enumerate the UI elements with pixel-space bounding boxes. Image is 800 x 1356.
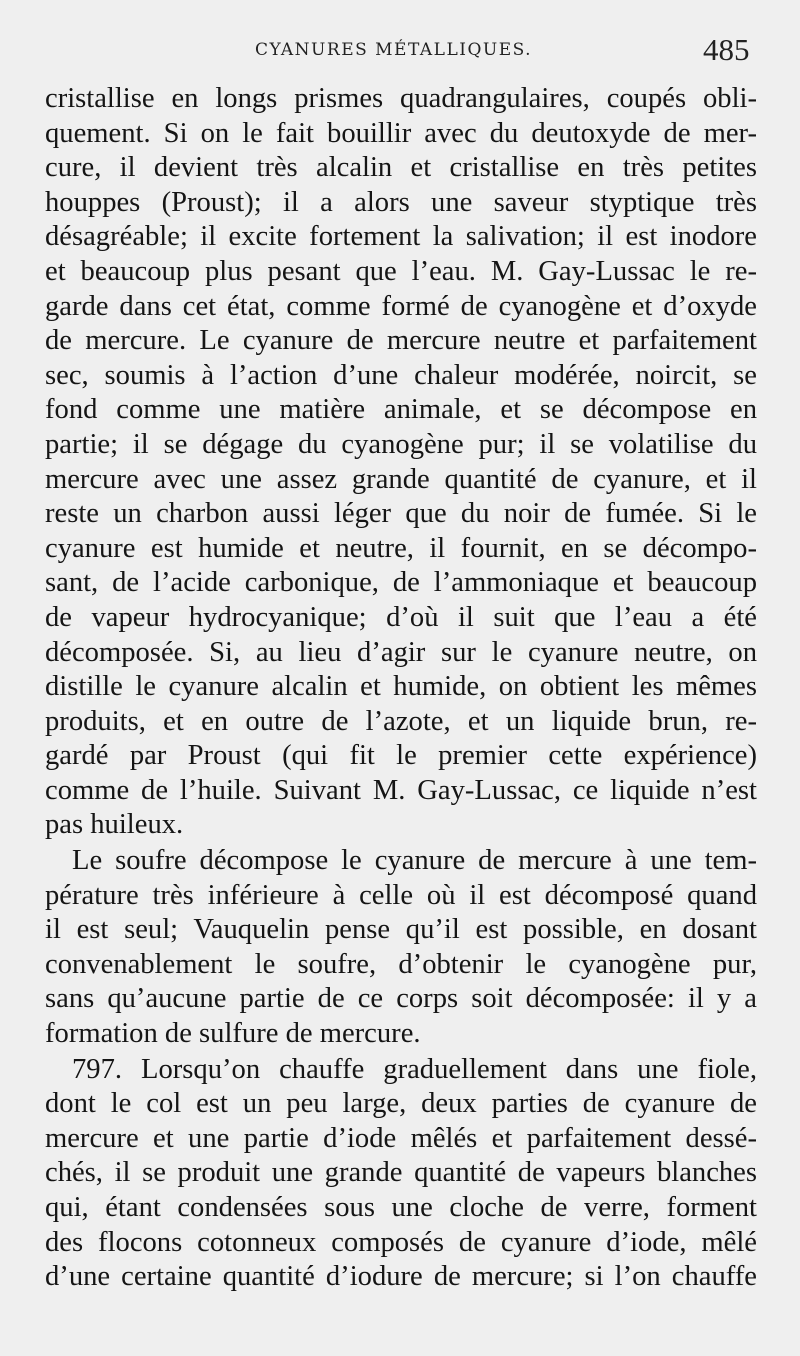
paragraph (45, 844, 757, 1052)
text-line: qui, étant condensées sous une cloche de verre, forment (45, 1192, 757, 1223)
text-line: 797. Lorsqu’on chauffe graduellement dans une fiole, (72, 1053, 757, 1085)
text-line: de vapeur hydrocyanique; d’où il suit que l’eau a été (45, 601, 757, 633)
text-line: gardé par Proust (qui fit le premier cette expérience) (45, 740, 757, 772)
text-line: produits, et en outre de l’azote, et un liquide brun, re- (45, 705, 757, 737)
text-line: convenablement le soufre, d’obtenir le cyanogène pur, (45, 948, 757, 980)
text-line: Le soufre décompose le cyanure de mercure à une tem- (72, 845, 757, 877)
text-line: des flocons cotonneux composés de cyanure d’iode, mêlé (45, 1226, 757, 1258)
text-line: cure, il devient très alcalin et cristallise en très petites (45, 152, 757, 184)
text-line: chés, il se produit une grande quantité de vapeurs blanches (45, 1157, 757, 1189)
text-line: cyanure est humide et neutre, il fournit, en se décompo- (45, 532, 757, 564)
text-line: d’une certaine quantité d’iodure de mercure; si l’on chauffe (45, 1261, 757, 1293)
text-line: fond comme une matière animale, et se décompose en (45, 394, 757, 426)
text-line: distille le cyanure alcalin et humide, on obtient les mêmes (45, 671, 757, 703)
text-line: reste un charbon aussi léger que du noir de fumée. Si le (45, 498, 757, 530)
text-line: houppes (Proust); il a alors une saveur styptique très (45, 186, 757, 218)
text-line: comme de l’huile. Suivant M. Gay-Lussac, ce liquide n’est (45, 774, 757, 806)
text-line: mercure et une partie d’iode mêlés et parfaitement dessé- (45, 1122, 757, 1154)
body-text (45, 82, 757, 1295)
text-line: mercure avec une assez grande quantité de cyanure, et il (45, 463, 757, 495)
text-line: décomposée. Si, au lieu d’agir sur le cyanure neutre, on (45, 636, 757, 668)
text-line: désagréable; il excite fortement la salivation; il est inodore (45, 221, 757, 253)
page-number: 485 (703, 32, 750, 67)
text-line: quement. Si on le fait bouillir avec du deutoxyde de mer- (45, 117, 757, 149)
paragraph (45, 82, 757, 843)
text-line: garde dans cet état, comme formé de cyanogène et d’oxyde (45, 290, 757, 322)
text-line: partie; il se dégage du cyanogène pur; il se volatilise du (45, 428, 757, 460)
text-line: pérature très inférieure à celle où il est décomposé quand (45, 879, 757, 911)
text-line: dont le col est un peu large, deux parties de cyanure de (45, 1088, 757, 1120)
text-line: cristallise en longs prismes quadrangulaires, coupés obli- (45, 83, 757, 114)
text-line: de mercure. Le cyanure de mercure neutre et parfaitement (45, 325, 757, 357)
text-line: pas huileux. (45, 809, 184, 841)
text-line: sans qu’aucune partie de ce corps soit décomposée: il y a (45, 983, 757, 1015)
text-line: sec, soumis à l’action d’une chaleur modérée, noircit, se (45, 359, 757, 391)
text-line: formation de sulfure de mercure. (45, 1018, 421, 1050)
text-line: et beaucoup plus pesant que l’eau. M. Gay-Lussac le re- (45, 255, 757, 287)
text-line: sant, de l’acide carbonique, de l’ammoniaque et beaucoup (45, 567, 757, 599)
paragraph (45, 1053, 757, 1295)
running-title: CYANURES MÉTALLIQUES. (255, 40, 533, 60)
text-line: il est seul; Vauquelin pense qu’il est possible, en dosant (45, 914, 757, 946)
